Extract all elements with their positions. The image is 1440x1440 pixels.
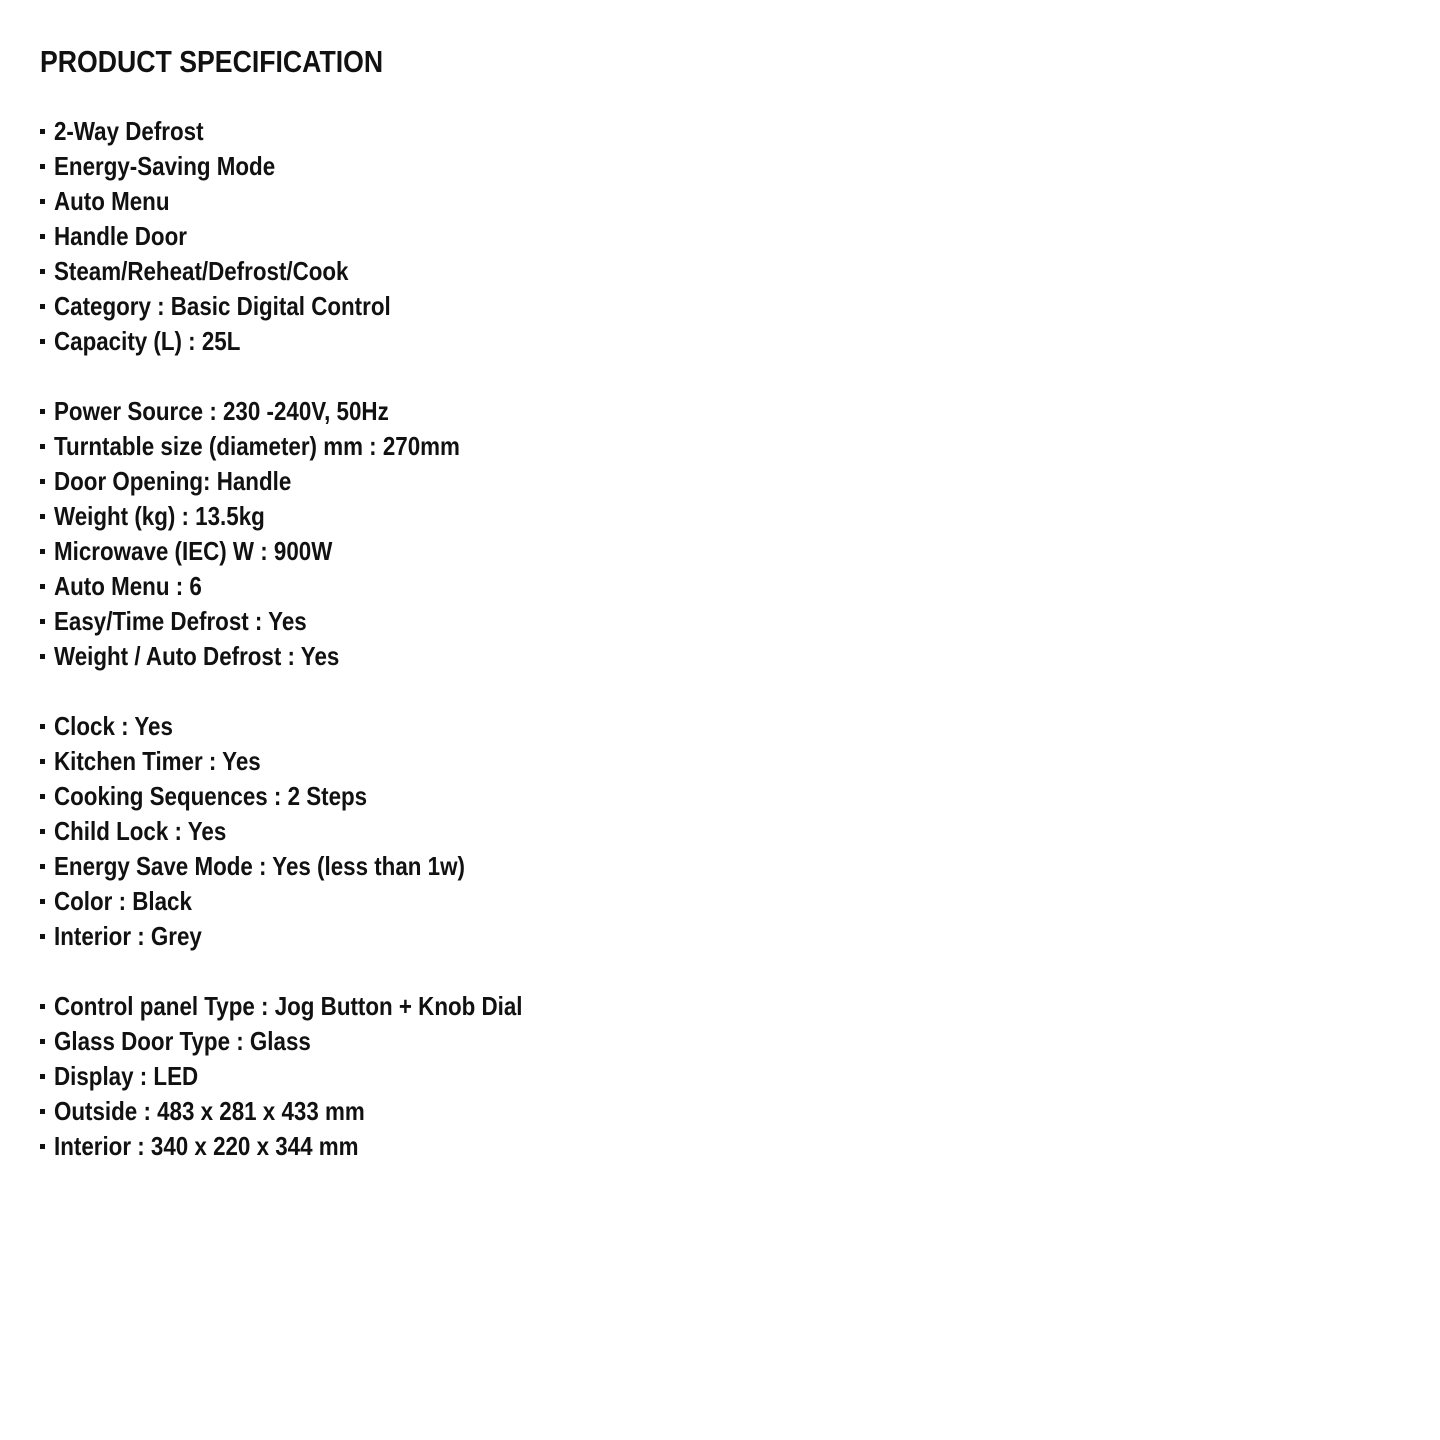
spec-item-text: Cooking Sequences : 2 Steps bbox=[54, 781, 368, 811]
bullet-icon bbox=[40, 234, 45, 239]
bullet-icon bbox=[40, 129, 45, 134]
page-title: PRODUCT SPECIFICATION bbox=[40, 44, 384, 79]
spec-item-text: Category : Basic Digital Control bbox=[54, 291, 391, 321]
bullet-icon bbox=[40, 304, 45, 309]
spec-item-text: Kitchen Timer : Yes bbox=[54, 746, 261, 776]
bullet-icon bbox=[40, 1109, 45, 1114]
bullet-icon bbox=[40, 654, 45, 659]
spec-item-text: Energy-Saving Mode bbox=[54, 151, 276, 181]
spec-item bbox=[40, 1059, 1400, 1094]
spec-item-text: Interior : Grey bbox=[54, 921, 202, 951]
spec-group bbox=[40, 709, 1400, 954]
spec-item bbox=[40, 534, 1400, 569]
bullet-icon bbox=[40, 584, 45, 589]
spec-item bbox=[40, 499, 1400, 534]
bullet-icon bbox=[40, 759, 45, 764]
spec-item bbox=[40, 289, 1400, 324]
bullet-icon bbox=[40, 514, 45, 519]
spec-item bbox=[40, 604, 1400, 639]
spec-item bbox=[40, 639, 1400, 674]
bullet-icon bbox=[40, 1074, 45, 1079]
bullet-icon bbox=[40, 164, 45, 169]
spec-sheet bbox=[40, 40, 1400, 1199]
spec-item bbox=[40, 744, 1400, 779]
bullet-icon bbox=[40, 269, 45, 274]
spec-item-text: Weight (kg) : 13.5kg bbox=[54, 501, 265, 531]
bullet-icon bbox=[40, 549, 45, 554]
spec-item bbox=[40, 779, 1400, 814]
spec-item bbox=[40, 149, 1400, 184]
bullet-icon bbox=[40, 339, 45, 344]
spec-item-text: Steam/Reheat/Defrost/Cook bbox=[54, 256, 349, 286]
bullet-icon bbox=[40, 899, 45, 904]
spec-item-text: Door Opening: Handle bbox=[54, 466, 292, 496]
bullet-icon bbox=[40, 409, 45, 414]
spec-item-text: 2-Way Defrost bbox=[54, 116, 204, 146]
spec-item-text: Color : Black bbox=[54, 886, 192, 916]
bullet-icon bbox=[40, 829, 45, 834]
spec-group bbox=[40, 114, 1400, 359]
bullet-icon bbox=[40, 1039, 45, 1044]
spec-item bbox=[40, 254, 1400, 289]
spec-item bbox=[40, 1129, 1400, 1164]
spec-item-text: Microwave (IEC) W : 900W bbox=[54, 536, 333, 566]
spec-item-text: Child Lock : Yes bbox=[54, 816, 227, 846]
spec-item-text: Handle Door bbox=[54, 221, 187, 251]
spec-item bbox=[40, 394, 1400, 429]
spec-item bbox=[40, 919, 1400, 954]
spec-item bbox=[40, 884, 1400, 919]
spec-item-text: Glass Door Type : Glass bbox=[54, 1026, 311, 1056]
spec-item-text: Energy Save Mode : Yes (less than 1w) bbox=[54, 851, 465, 881]
spec-item bbox=[40, 849, 1400, 884]
spec-item-text: Display : LED bbox=[54, 1061, 199, 1091]
spec-item-text: Capacity (L) : 25L bbox=[54, 326, 241, 356]
spec-groups bbox=[40, 114, 1400, 1164]
spec-item bbox=[40, 1024, 1400, 1059]
bullet-icon bbox=[40, 724, 45, 729]
spec-item-text: Power Source : 230 -240V, 50Hz bbox=[54, 396, 389, 426]
spec-item bbox=[40, 1094, 1400, 1129]
bullet-icon bbox=[40, 864, 45, 869]
spec-item-text: Outside : 483 x 281 x 433 mm bbox=[54, 1096, 365, 1126]
bullet-icon bbox=[40, 444, 45, 449]
spec-item bbox=[40, 219, 1400, 254]
spec-item bbox=[40, 429, 1400, 464]
spec-group bbox=[40, 989, 1400, 1164]
spec-item bbox=[40, 464, 1400, 499]
bullet-icon bbox=[40, 619, 45, 624]
spec-item bbox=[40, 989, 1400, 1024]
spec-item-text: Control panel Type : Jog Button + Knob Dial bbox=[54, 991, 523, 1021]
spec-item-text: Easy/Time Defrost : Yes bbox=[54, 606, 307, 636]
spec-item bbox=[40, 114, 1400, 149]
spec-item bbox=[40, 814, 1400, 849]
spec-item-text: Auto Menu : 6 bbox=[54, 571, 202, 601]
spec-item-text: Interior : 340 x 220 x 344 mm bbox=[54, 1131, 359, 1161]
spec-item-text: Weight / Auto Defrost : Yes bbox=[54, 641, 340, 671]
spec-item bbox=[40, 184, 1400, 219]
spec-item-text: Clock : Yes bbox=[54, 711, 173, 741]
bullet-icon bbox=[40, 934, 45, 939]
spec-item bbox=[40, 709, 1400, 744]
bullet-icon bbox=[40, 1004, 45, 1009]
bullet-icon bbox=[40, 199, 45, 204]
bullet-icon bbox=[40, 1144, 45, 1149]
spec-item-text: Turntable size (diameter) mm : 270mm bbox=[54, 431, 460, 461]
spec-item-text: Auto Menu bbox=[54, 186, 170, 216]
spec-group bbox=[40, 394, 1400, 674]
spec-item bbox=[40, 569, 1400, 604]
spec-item bbox=[40, 324, 1400, 359]
bullet-icon bbox=[40, 479, 45, 484]
bullet-icon bbox=[40, 794, 45, 799]
